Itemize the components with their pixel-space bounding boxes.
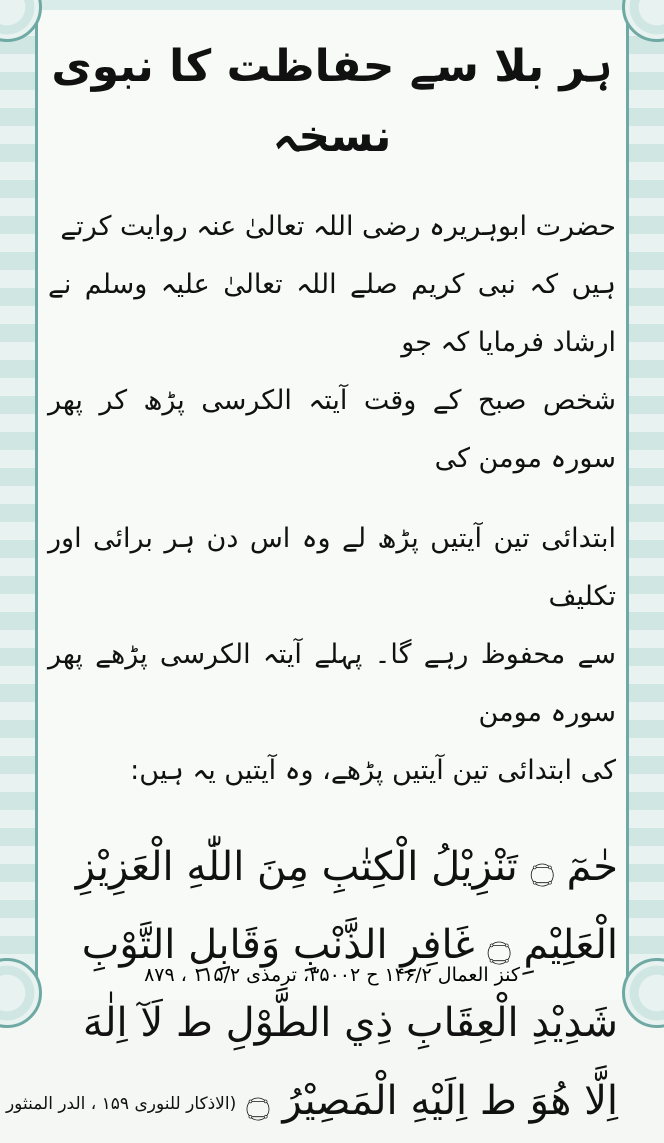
right-decorative-border — [626, 0, 664, 1000]
text-line: شخص صبح کے وقت آیتہ الکرسی پڑھ کر پھر سورہ مومن کی — [48, 385, 616, 474]
footer-reference: کنز العمال ۱۴۶/۲ ح ۳۵۰۰۲، ترمذی ۱۱۵/۲ ، ۸۷۹ — [144, 964, 520, 986]
top-border — [0, 0, 664, 10]
verse-text: اِلَّا هُوَ ط اِلَيْهِ الْمَصِيْرُ ۝ — [246, 1078, 618, 1124]
text-line: حضرت ابوہریرہ رضی اللہ تعالیٰ عنہ روایت کرتے — [60, 211, 616, 242]
inline-reference: (الاذکار للنوری ۱۵۹ ، الدر المنثور — [5, 1094, 237, 1114]
intro-paragraph — [40, 198, 624, 488]
verse-line: شَدِيْدِ الْعِقَابِ ذِي الطَّوْلِ ط لَآ اِلٰهَ — [82, 1000, 618, 1046]
document-body — [5, 20, 624, 1124]
text-line: سے محفوظ رہے گا۔ پہلے آیتہ الکرسی پڑھے پھر سورہ مومن — [48, 639, 616, 728]
instruction-paragraph — [40, 510, 624, 800]
text-line: ہیں کہ نبی کریم صلے اللہ تعالیٰ علیہ وسلم نے ارشاد فرمایا کہ جو — [48, 269, 616, 358]
verse-line-final — [5, 1062, 618, 1143]
page-title: ہر بلا سے حفاظت کا نبوی نسخہ — [51, 41, 613, 162]
verse-line: الْعَلِيْمِ ۝ غَافِرِ الذَّنْبِ وَقَابِلِ التَّوْبِ — [81, 922, 618, 968]
text-line: کی ابتدائی تین آیتیں پڑھے، وہ آیتیں یہ ہیں: — [130, 755, 616, 786]
verse-line: حٰمٓ ۝ تَنْزِيْلُ الْكِتٰبِ مِنَ اللّٰهِ الْعَزِيْزِ — [75, 844, 618, 890]
left-decorative-border — [0, 0, 38, 1000]
text-line: ابتدائی تین آیتیں پڑھ لے وہ اس دن ہر برائی اور تکلیف — [48, 523, 616, 612]
